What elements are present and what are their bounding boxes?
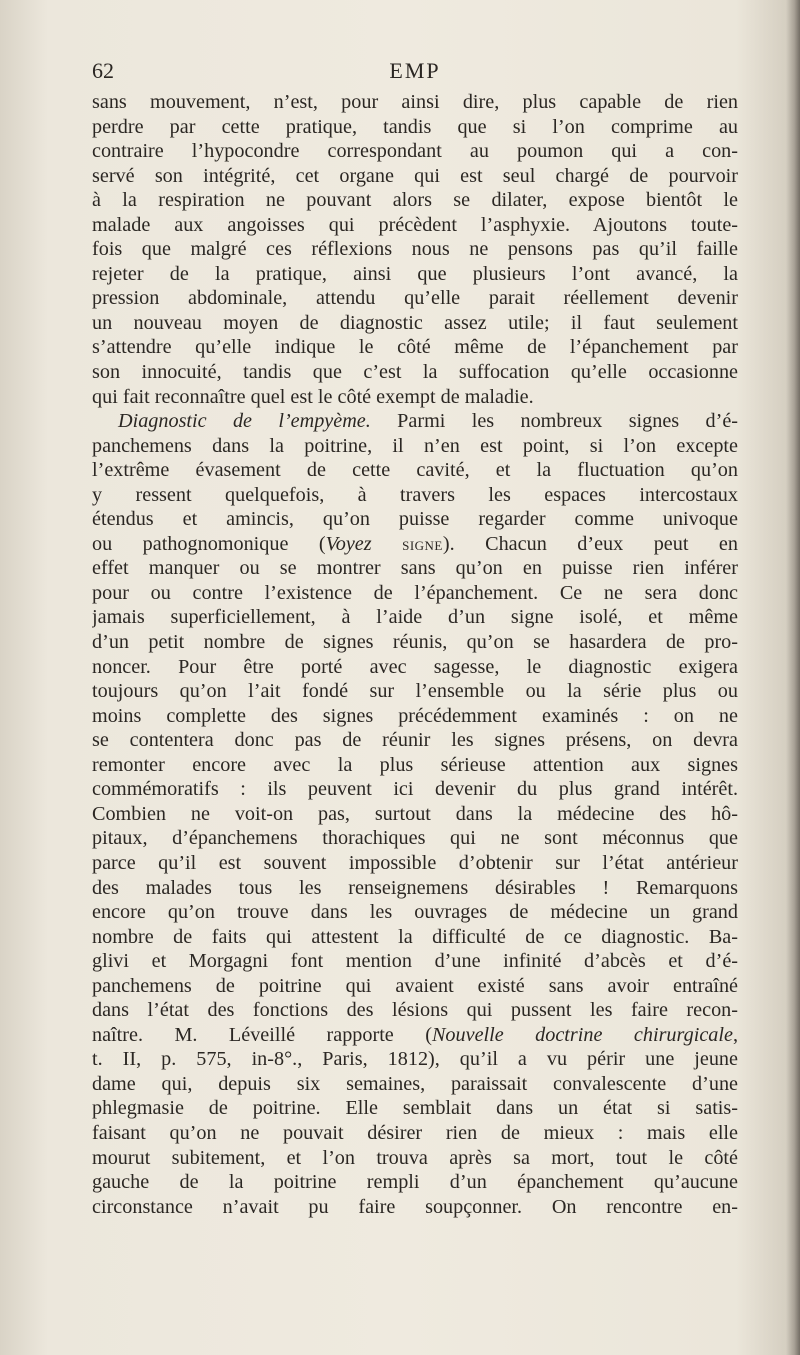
text-line: dans l’état des fonctions des lésions qui pussent les faire recon- — [92, 999, 738, 1022]
body-text — [92, 90, 738, 1219]
text-line: pour ou contre l’existence de l’épanchement. Ce ne sera donc — [92, 581, 738, 604]
text-run: ). Chacun d’eux peut en — [442, 532, 738, 555]
text-line: s’attendre qu’elle indique le côté même de l’épanchement par — [92, 336, 738, 359]
text-line: fois que malgré ces réflexions nous ne pensons pas qu’il faille — [92, 238, 738, 261]
text-line: panchemens de poitrine qui avaient existé sans avoir entraîné — [92, 974, 738, 997]
text-line: pression abdominale, attendu qu’elle parait réellement devenir — [92, 287, 738, 310]
text-line: des malades tous les renseignemens désirables ! Remarquons — [92, 876, 738, 899]
text-line: un nouveau moyen de diagnostic assez utile; il faut seulement — [92, 311, 738, 334]
text-line: jamais superficiellement, à l’aide d’un signe isolé, et même — [92, 606, 738, 629]
text-line: remonter encore avec la plus sérieuse attention aux signes — [92, 753, 738, 776]
text-line: glivi et Morgagni font mention d’une infinité d’abcès et d’é- — [92, 950, 738, 973]
text-line: noncer. Pour être porté avec sagesse, le diagnostic exigera — [92, 655, 738, 678]
paragraph-heading-line — [92, 409, 738, 434]
text-line: encore qu’on trouve dans les ouvrages de médecine un grand — [92, 901, 738, 924]
text-line: contraire l’hypocondre correspondant au poumon qui a con- — [92, 140, 738, 163]
text-line: gauche de la poitrine rempli d’un épanchement qu’aucune — [92, 1171, 738, 1194]
text-line: faisant qu’on ne pouvait désirer rien de mieux : mais elle — [92, 1121, 738, 1144]
text-line: son innocuité, tandis que c’est la suffocation qu’elle occasionne — [92, 361, 738, 384]
cross-reference-target: signe — [402, 533, 443, 554]
running-head: EMP — [389, 58, 441, 83]
text-line: panchemens dans la poitrine, il n’en est point, si l’on excepte — [92, 434, 738, 457]
text-line: perdre par cette pratique, tandis que si l’on comprime au — [92, 115, 738, 138]
text-line: toujours qu’on l’ait fondé sur l’ensemble ou la série plus ou — [92, 680, 738, 703]
cross-reference-line — [92, 532, 738, 557]
text-run: Parmi les nombreux signes d’é- — [397, 410, 738, 433]
section-heading: Diagnostic de l’empyème. — [118, 410, 371, 433]
text-line: étendus et amincis, qu’on puisse regarder comme univoque — [92, 508, 738, 531]
text-run: , — [732, 1023, 738, 1046]
citation-line — [92, 1023, 738, 1048]
page-number: 62 — [92, 58, 114, 83]
text-line: y ressent quelquefois, à travers les espaces intercostaux — [92, 483, 738, 506]
text-line: moins complette des signes précédemment examinés : on ne — [92, 704, 738, 727]
cross-reference-voyez: Voyez — [325, 532, 372, 555]
text-line: servé son intégrité, cet organe qui est seul chargé de pourvoir — [92, 164, 738, 187]
text-line: effet manquer ou se montrer sans qu’on en puisse rien inférer — [92, 557, 738, 580]
text-line: pitaux, d’épanchemens thorachiques qui ne sont méconnus que — [92, 827, 738, 850]
text-line: se contentera donc pas de réunir les signes présens, on devra — [92, 729, 738, 752]
text-line: l’extrême évasement de cette cavité, et la fluctuation qu’on — [92, 459, 738, 482]
text-line: nombre de faits qui attestent la difficulté de ce diagnostic. Ba- — [92, 925, 738, 948]
page-header — [92, 58, 738, 88]
text-line: d’un petit nombre de signes réunis, qu’on se hasardera de pro- — [92, 631, 738, 654]
cited-work-title: Nouvelle doctrine chirurgicale — [431, 1023, 733, 1046]
text-line: phlegmasie de poitrine. Elle semblait dans un état si satis- — [92, 1097, 738, 1120]
page-edge-shadow — [786, 0, 800, 1355]
text-line: mourut subitement, et l’on trouva après sa mort, tout le côté — [92, 1146, 738, 1169]
text-line: commémoratifs : ils peuvent ici devenir du plus grand intérêt. — [92, 778, 738, 801]
text-line: Combien ne voit-on pas, surtout dans la médecine des hô- — [92, 802, 738, 825]
text-line: t. II, p. 575, in-8°., Paris, 1812), qu’il a vu périr une jeune — [92, 1048, 738, 1071]
text-run: ou pathognomonique ( — [92, 532, 326, 555]
text-line: rejeter de la pratique, ainsi que plusieurs l’ont avancé, la — [92, 262, 738, 285]
text-line: circonstance n’avait pu faire soupçonner. On rencontre en- — [92, 1195, 738, 1218]
text-line: malade aux angoisses qui précèdent l’asphyxie. Ajoutons toute- — [92, 213, 738, 236]
text-run: naître. M. Léveillé rapporte ( — [92, 1023, 432, 1046]
text-line: dame qui, depuis six semaines, paraissait convalescente d’une — [92, 1072, 738, 1095]
text-line: parce qu’il est souvent impossible d’obtenir sur l’état antérieur — [92, 851, 738, 874]
text-line: qui fait reconnaître quel est le côté exempt de maladie. — [92, 385, 534, 408]
text-line: sans mouvement, n’est, pour ainsi dire, plus capable de rien — [92, 91, 738, 113]
text-line: à la respiration ne pouvant alors se dilater, expose bientôt le — [92, 189, 738, 212]
